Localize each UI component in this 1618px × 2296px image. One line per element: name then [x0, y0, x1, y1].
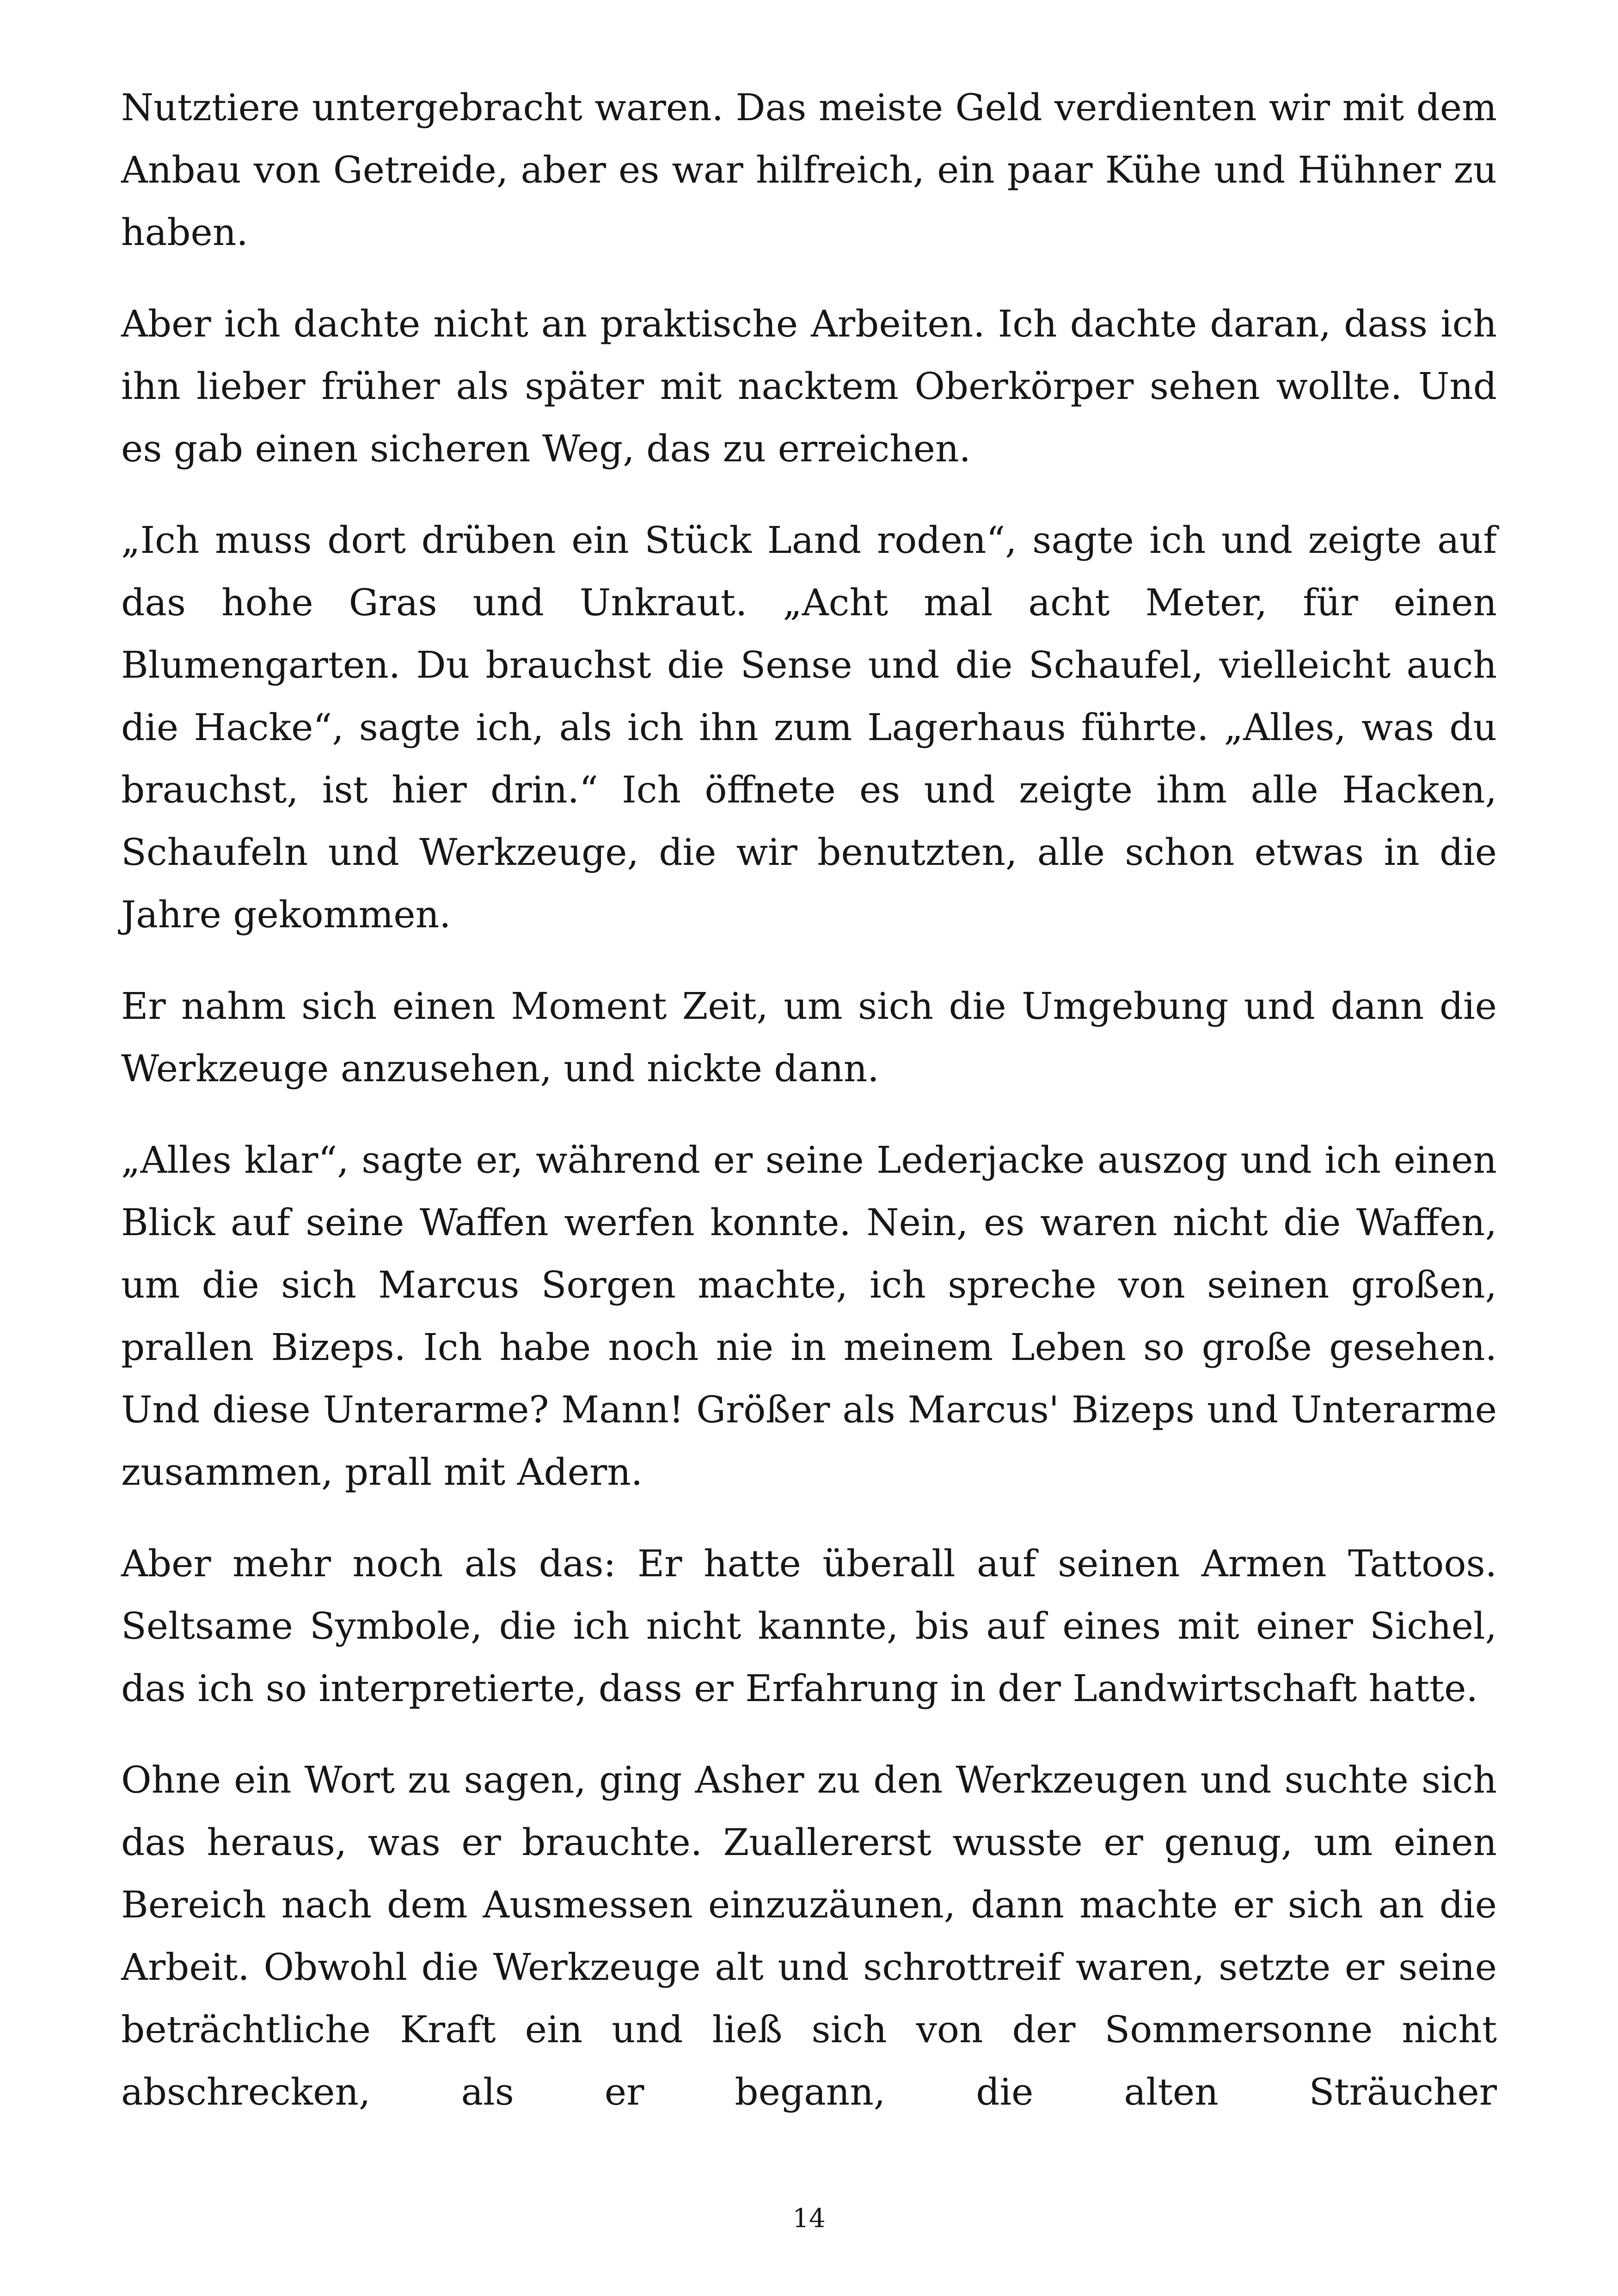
paragraph: Er nahm sich einen Moment Zeit, um sich die Umgebung und dann die Werkzeuge anzusehen, und nickte dann. [121, 985, 1497, 1090]
paragraph: Nutztiere untergebracht waren. Das meiste Geld verdienten wir mit dem Anbau von Getreide, aber es war hilfreich, ein paar Kühe und Hühner zu haben. [121, 86, 1497, 254]
page-number: 14 [792, 2204, 826, 2234]
paragraph: „Alles klar“, sagte er, während er seine Lederjacke auszog und ich einen Blick auf seine Waffen werfen konnte. Nein, es waren nicht die Waffen, um die sich Marcus Sorgen machte, ich spreche von seinen großen, prallen Bizeps. Ich habe noch nie in meinem Leben so große gesehen. Und diese Unterarme? Mann! Größer als Marcus' Bizeps und Unterarme zusammen, prall mit Adern. [121, 1139, 1497, 1494]
paragraph: Ohne ein Wort zu sagen, ging Asher zu den Werkzeugen und suchte sich das heraus, was er brauchte. Zuallererst wusste er genug, um einen Bereich nach dem Ausmessen einzuzäunen, dann machte er sich an die Arbeit. Obwohl die Werkzeuge alt und schrottreif waren, setzte er seine beträchtliche Kraft ein und ließ sich von der Sommersonne nicht abschrecken, als er begann, die alten Sträucher [121, 1758, 1497, 2113]
paragraph: Aber mehr noch als das: Er hatte überall auf seinen Armen Tattoos. Seltsame Symbole, die ich nicht kannte, bis auf eines mit einer Sichel, das ich so interpretierte, dass er Erfahrung in der Landwirtschaft hatte. [121, 1542, 1497, 1710]
paragraph: „Ich muss dort drüben ein Stück Land roden“, sagte ich und zeigte auf das hohe Gras und Unkraut. „Acht mal acht Meter, für einen Blumengarten. Du brauchst die Sense und die Schaufel, vielleicht auch die Hacke“, sagte ich, als ich ihn zum Lagerhaus führte. „Alles, was du brauchst, ist hier drin.“ Ich öffnete es und zeigte ihm alle Hacken, Schaufeln und Werkzeuge, die wir benutzten, alle schon etwas in die Jahre gekommen. [121, 519, 1497, 936]
body-text [121, 76, 1497, 2123]
paragraph: Aber ich dachte nicht an praktische Arbeiten. Ich dachte daran, dass ich ihn lieber früher als später mit nacktem Oberkörper sehen wollte. Und es gab einen sicheren Weg, das zu erreichen. [121, 302, 1497, 470]
